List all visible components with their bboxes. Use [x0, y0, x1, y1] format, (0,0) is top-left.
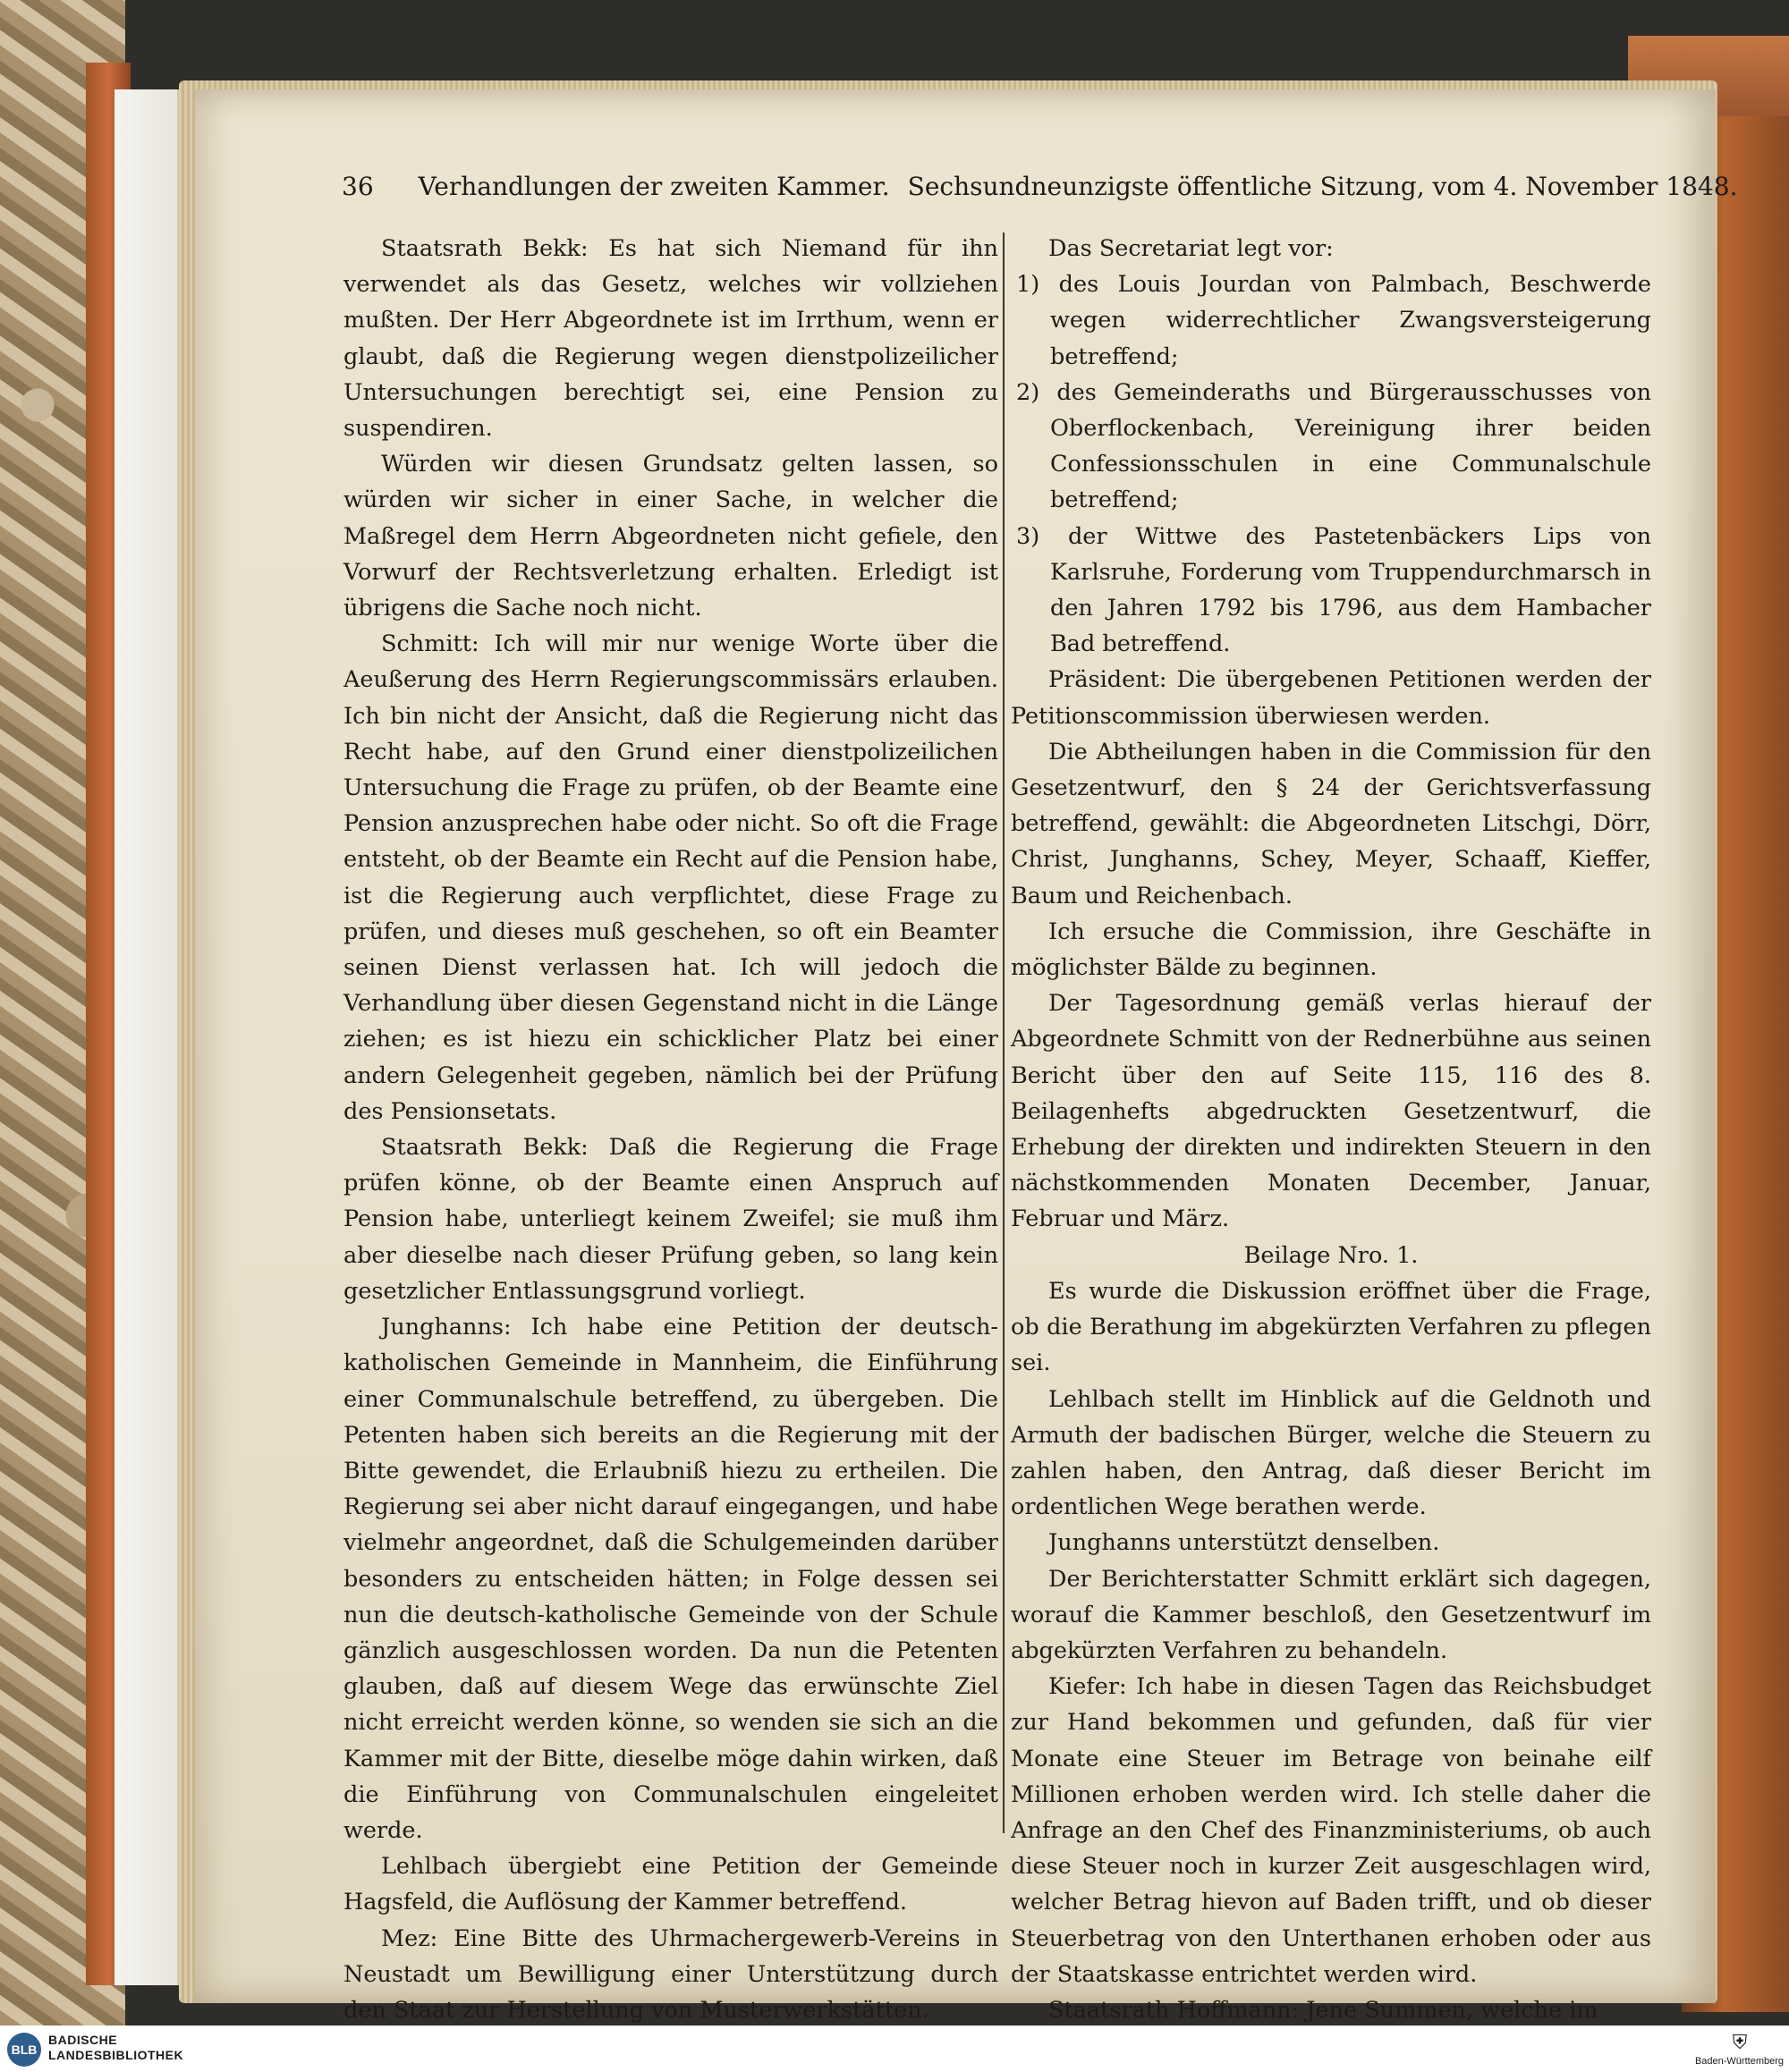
beilage-heading: Beilage Nro. 1. — [1243, 1241, 1419, 1269]
running-head-left: Verhandlungen der zweiten Kammer. — [418, 172, 890, 201]
coat-of-arms-icon: ⛨ — [1732, 2031, 1748, 2053]
paragraph: Staatsrath Hoffmann: Jene Summen, welche im — [1048, 1996, 1598, 2024]
paragraph: Staatsrath Bekk: Daß die Regierung die Frage prüfen könne, ob der Beamte einen Anspruch auf Pension habe, unterliegt keinem Zweifel; sie muß ihm aber dieselbe nach dieser Prüfung geben, so lang kein gesetzlicher Entlassungsgrund vorliegt. — [343, 1134, 998, 1305]
library-name — [48, 2033, 183, 2063]
state-name: Baden-Württemberg — [1694, 2056, 1784, 2067]
paragraph: Staatsrath Bekk: Es hat sich Niemand für ihn verwendet als das Gesetz, welches wir vollziehen mußten. Der Herr Abgeordnete ist im Irrthum, wenn er glaubt, daß die Regierung wegen dienstpolizeilicher Untersuchungen berechtigt sei, eine Pension zu suspendiren. — [343, 235, 998, 443]
paragraph: Kiefer: Ich habe in diesen Tagen das Reichsbudget zur Hand bekommen und gefunden, daß für vier Monate eine Steuer im Betrage von beinahe eilf Millionen erhoben werden wird. Ich stelle daher die Anfrage an den Chef des Finanzministeriums, ob auch diese Steuer noch in kurzer Zeit ausgeschlagen wird, welcher Betrag hievon auf Baden trifft, und ob dieser Steuerbetrag von den Unterthanen erhoben oder aus der Staatskasse entrichtet werden wird. — [1011, 1673, 1651, 1988]
paragraph: Junghanns unterstützt denselben. — [1048, 1529, 1440, 1557]
paragraph: Mez: Eine Bitte des Uhrmachergewerb-Vereins in Neustadt um Bewilligung einer Unterstützung durch den Staat zur Herstellung von Musterwerkstätten. — [343, 1924, 998, 2024]
paragraph: Lehlbach übergiebt eine Petition der Gemeinde Hagsfeld, die Auflösung der Kammer betreffend. — [343, 1853, 998, 1916]
paragraph: Schmitt: Ich will mir nur wenige Worte über die Aeußerung des Herrn Regierungscommissärs erlauben. Ich bin nicht der Ansicht, daß die Regierung nicht das Recht habe, auf den Grund einer dienstpolizeilichen Untersuchung die Frage zu prüfen, ob der Beamte eine Pension anzusprechen habe oder nicht. So oft die Frage entsteht, ob der Beamte ein Recht auf die Pension habe, ist die Regierung auch verpflichtet, diese Frage zu prüfen, und dieses muß geschehen, so oft ein Beamter seinen Dienst verlassen hat. Ich will jedoch die Verhandlung über diesen Gegenstand nicht in die Länge ziehen; es ist hiezu ein schicklicher Platz bei einer andern Gelegenheit gegeben, nämlich bei der Prüfung des Pensionsetats. — [343, 630, 998, 1125]
page-stack — [114, 89, 179, 1985]
paragraph: Die Abtheilungen haben in die Commission für den Gesetzentwurf, den § 24 der Gerichtsverfassung betreffend, gewählt: die Abgeordneten Litschgi, Dörr, Christ, Junghanns, Schey, Meyer, Schaaff, Kieffer, Baum und Reichenbach. — [1011, 738, 1651, 909]
library-name-line1: BADISCHE — [48, 2033, 118, 2047]
running-head-right: Sechsundneunzigste öffentliche Sitzung, vom 4. November 1848. — [907, 172, 1738, 201]
paragraph: Würden wir diesen Grundsatz gelten lassen, so würden wir sicher in einer Sache, in welcher die Maßregel dem Herrn Abgeordneten nicht gefiele, den Vorwurf der Rechtsverletzung erhalten. Erledigt ist übrigens die Sache noch nicht. — [343, 451, 998, 622]
paragraph: Der Berichterstatter Schmitt erklärt sich dagegen, worauf die Kammer beschloß, den Gesetzentwurf im abgekürzten Verfahren zu behandeln. — [1011, 1565, 1651, 1664]
running-head — [342, 172, 1738, 201]
column-divider — [1003, 233, 1005, 1833]
paragraph: Lehlbach stellt im Hinblick auf die Geldnoth und Armuth der badischen Bürger, welche die Steuern zu zahlen haben, den Antrag, daß dieser Bericht im ordentlichen Wege berathen werde. — [1011, 1385, 1651, 1521]
footer-bar — [0, 2025, 1789, 2072]
right-column — [1011, 231, 1651, 2028]
library-name-line2: LANDESBIBLIOTHEK — [48, 2048, 184, 2062]
paragraph: Es wurde die Diskussion eröffnet über die Frage, ob die Berathung im abgekürzten Verfahren zu pflegen sei. — [1011, 1277, 1651, 1377]
document-page — [195, 89, 1738, 2024]
petition-list — [1011, 266, 1651, 662]
list-item: 3) der Wittwe des Pastetenbäckers Lips von Karlsruhe, Forderung vom Truppendurchmarsch in den Jahren 1792 bis 1796, aus dem Hambacher Bad betreffend. — [1016, 522, 1651, 658]
list-item: 1) des Louis Jourdan von Palmbach, Beschwerde wegen widerrechtlicher Zwangsversteigerung betreffend; — [1016, 271, 1651, 370]
paragraph: Der Tagesordnung gemäß verlas hierauf der Abgeordnete Schmitt von der Rednerbühne aus seinen Bericht über den auf Seite 115, 116 des 8. Beilagenhefts abgedruckten Gesetzentwurf, die Erhebung der direkten und indirekten Steuern in den nächstkommenden Monaten December, Januar, Februar und März. — [1011, 990, 1651, 1233]
list-item: 2) des Gemeinderaths und Bürgerausschusses von Oberflockenbach, Vereinigung ihrer beiden Confessionsschulen in eine Communalschule betreffend; — [1016, 378, 1651, 514]
paragraph: Junghanns: Ich habe eine Petition der deutsch-katholischen Gemeinde in Mannheim, die Einführung einer Communalschule betreffend, zu übergeben. Die Petenten haben sich bereits an die Regierung mit der Bitte gewendet, die Erlaubniß hiezu zu ertheilen. Die Regierung sei aber nicht darauf eingegangen, und habe vielmehr angeordnet, daß die Schulgemeinden darüber besonders zu entscheiden hätten; in Folge dessen sei nun die deutsch-katholische Gemeinde von der Schule gänzlich ausgeschlossen worden. Da nun die Petenten glauben, daß auf diesem Wege das erwünschte Ziel nicht erreicht werden könne, so wenden sie sich an die Kammer mit der Bitte, dieselbe möge dahin wirken, daß die Einführung von Communalschulen eingeleitet werde. — [343, 1314, 998, 1844]
paragraph: Ich ersuche die Commission, ihre Geschäfte in möglichster Bälde zu beginnen. — [1011, 918, 1651, 982]
paragraph: Präsident: Die übergebenen Petitionen werden der Petitionscommission überwiesen werden. — [1011, 666, 1651, 730]
left-column — [343, 231, 998, 2028]
secretariat-intro: Das Secretariat legt vor: — [1048, 235, 1334, 262]
page-number: 36 — [342, 172, 374, 201]
blb-logo[interactable]: BLB — [7, 2033, 41, 2067]
